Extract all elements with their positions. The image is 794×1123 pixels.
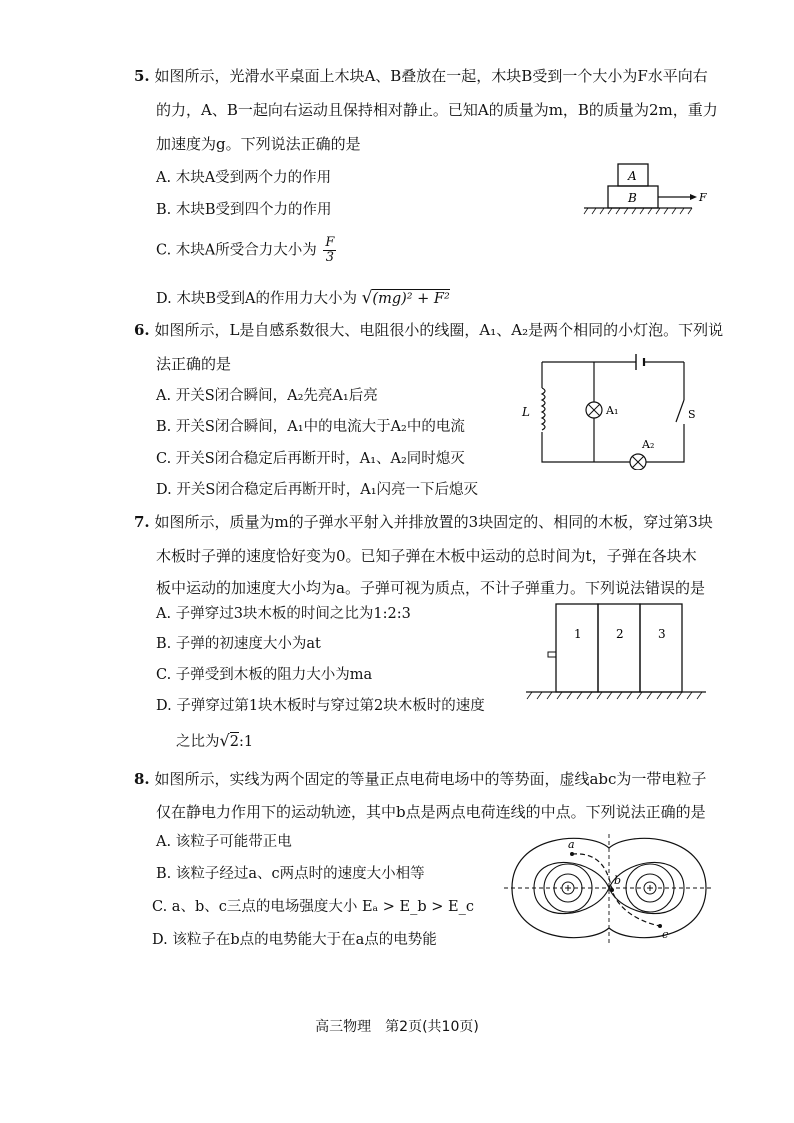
q7-option-d-prefix: 之比为 <box>176 734 220 750</box>
q8-equipotential-figure <box>500 830 718 950</box>
q7-stem-1: 如图所示，质量为m的子弹水平射入并排放置的3块固定的、相同的木板，穿过第3块 <box>154 513 713 531</box>
q8-option-a: A. 该粒子可能带正电 <box>156 834 292 850</box>
q7-option-d-suffix: :1 <box>238 734 254 750</box>
board-3-label: 3 <box>658 627 666 641</box>
board-1-shape <box>556 604 598 692</box>
q6-number: 6. <box>134 321 150 339</box>
q6-line2: 法正确的是 <box>156 355 232 373</box>
q7-option-a: A. 子弹穿过3块木板的时间之比为1:2:3 <box>156 606 411 622</box>
coil-label: L <box>522 405 530 419</box>
board-2-label: 2 <box>616 627 624 641</box>
q5-option-c-fraction <box>323 236 336 265</box>
q5-option-d-text: D. 木块B受到A的作用力大小为 <box>156 291 357 307</box>
q6-option-b: B. 开关S闭合瞬间，A₁中的电流大于A₂中的电流 <box>156 419 465 435</box>
ground-hatch <box>584 208 692 214</box>
point-a-dot <box>570 852 574 856</box>
q5-option-c <box>156 236 336 265</box>
frac-denominator: 3 <box>325 250 335 265</box>
q5-stem-1: 如图所示，光滑水平桌面上木块A、B叠放在一起，木块B受到一个大小为F水平向右 <box>154 67 708 85</box>
q5-option-a: A. 木块A受到两个力的作用 <box>156 170 332 186</box>
q8-option-c: C. a、b、c三点的电场强度大小 Eₐ > E_b > E_c <box>152 899 474 915</box>
page-footer: 高三物理 第2页(共10页) <box>315 1019 479 1035</box>
board-1-label: 1 <box>574 627 582 641</box>
ground-hatch <box>527 692 702 699</box>
q7-line2: 木板时子弹的速度恰好变为0。已知子弹在木板中运动的总时间为t，子弹在各块木 <box>156 547 697 565</box>
q7-option-d-root: 2 <box>229 734 239 750</box>
force-arrowhead-icon <box>690 194 697 200</box>
point-b-dot <box>610 888 614 892</box>
q5-line2: 的力，A、B一起向右运动且保持相对静止。已知A的质量为m，B的质量为2m，重力 <box>156 101 718 119</box>
q5-figure <box>580 160 710 218</box>
frac-numerator: F <box>325 235 335 250</box>
switch-blade[interactable] <box>676 400 684 422</box>
q6-line1 <box>134 320 723 340</box>
q6-circuit-figure <box>518 350 698 470</box>
q5-option-d-expr: (mg)² + F² <box>372 291 450 307</box>
point-a-label: a <box>568 838 575 851</box>
q5-number: 5. <box>134 67 150 85</box>
board-3-shape <box>640 604 682 692</box>
q8-line2: 仅在静电力作用下的运动轨迹，其中b点是两点电荷连线的中点。下列说法正确的是 <box>156 803 706 821</box>
block-a-label: A <box>628 169 637 183</box>
point-b-label: b <box>614 874 622 887</box>
q8-stem-1: 如图所示，实线为两个固定的等量正点电荷电场中的等势面，虚线abc为一带电粒子 <box>154 770 707 788</box>
q8-option-d: D. 该粒子在b点的电势能大于在a点的电势能 <box>152 932 437 948</box>
q5-line1 <box>134 66 708 86</box>
q7-option-c: C. 子弹受到木板的阻力大小为ma <box>156 667 373 683</box>
block-b-label: B <box>628 191 637 205</box>
q7-option-b: B. 子弹的初速度大小为at <box>156 636 321 652</box>
q7-figure <box>522 598 712 708</box>
q5-option-d: D. 木块B受到A的作用力大小为 √(mg)² + F² <box>156 288 450 308</box>
q7-option-d-cont: 之比为√2:1 <box>176 731 254 750</box>
q8-line1 <box>134 769 706 789</box>
force-label: F <box>699 191 707 204</box>
q6-stem-1: 如图所示，L是自感系数很大、电阻很小的线圈，A₁、A₂是两个相同的小灯泡。下列说 <box>154 321 724 339</box>
q5-line3: 加速度为g。下列说法正确的是 <box>156 135 361 153</box>
lamp-a1-label: A₁ <box>606 404 619 417</box>
q7-number: 7. <box>134 513 150 531</box>
point-c-label: c <box>662 928 669 941</box>
q7-line1 <box>134 512 713 532</box>
q6-option-a: A. 开关S闭合瞬间，A₂先亮A₁后亮 <box>156 388 378 404</box>
bullet-icon <box>548 652 556 657</box>
q6-option-c: C. 开关S闭合稳定后再断开时，A₁、A₂同时熄灭 <box>156 451 465 467</box>
board-2-shape <box>598 604 640 692</box>
q5-option-b: B. 木块B受到四个力的作用 <box>156 202 332 218</box>
lamp-a2-label: A₂ <box>642 438 655 451</box>
q6-option-d: D. 开关S闭合稳定后再断开时，A₁闪亮一下后熄灭 <box>156 482 479 498</box>
q8-number: 8. <box>134 770 150 788</box>
q7-option-d: D. 子弹穿过第1块木板时与穿过第2块木板时的速度 <box>156 698 485 714</box>
q7-line3: 板中运动的加速度大小均为a。子弹可视为质点，不计子弹重力。下列说法错误的是 <box>156 579 705 597</box>
q5-option-c-text: C. 木块A所受合力大小为 <box>156 242 317 259</box>
q8-option-b: B. 该粒子经过a、c两点时的速度大小相等 <box>156 866 425 882</box>
switch-label: S <box>688 408 696 421</box>
